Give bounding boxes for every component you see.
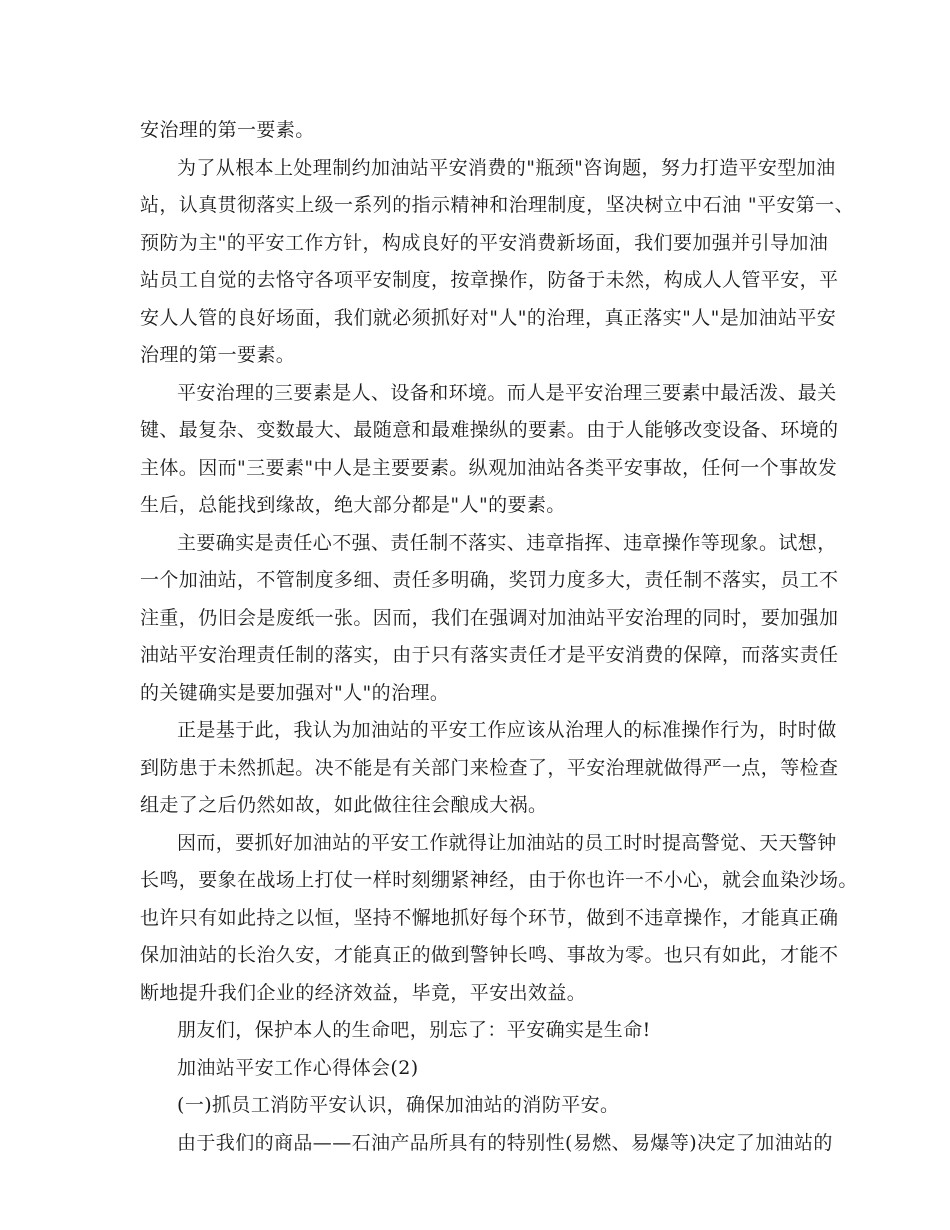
- text-line: 长鸣，要象在战场上打仗一样时刻绷紧神经，由于你也许一不小心，就会血染沙场。: [140, 869, 858, 891]
- text-line: 油站平安治理责任制的落实，由于只有落实责任才是平安消费的保障，而落实责任: [140, 644, 839, 666]
- paragraph-first-line: 正是基于此，我认为加油站的平安工作应该从治理人的标准操作行为，时时做: [177, 719, 837, 741]
- text-line: 生后，总能找到缘故，绝大部分都是"人"的要素。: [140, 494, 566, 516]
- text-line: 预防为主"的平安工作方针，构成良好的平安消费新场面，我们要加强并引导加油: [140, 231, 829, 254]
- text-line: 站，认真贯彻落实上级一系列的指示精神和治理制度，坚决树立中石油 "平安第一、: [140, 194, 854, 216]
- paragraph-first-line: (一)抓员工消防平安认识，确保加油站的消防平安。: [177, 1094, 620, 1116]
- text-line: 主体。因而"三要素"中人是主要要素。纵观加油站各类平安事故，任何一个事故发: [140, 456, 838, 479]
- text-line: 一个加油站，不管制度多细、责任多明确，奖罚力度多大，责任制不落实，员工不: [140, 569, 839, 591]
- text-line: 治理的第一要素。: [140, 344, 296, 366]
- text-line: 安治理的第一要素。: [140, 119, 315, 141]
- text-line: 也许只有如此持之以恒，坚持不懈地抓好每个环节，做到不违章操作，才能真正确: [140, 906, 839, 929]
- paragraph-first-line: 平安治理的三要素是人、设备和环境。而人是平安治理三要素中最活泼、最关: [177, 381, 837, 404]
- paragraph-first-line: 加油站平安工作心得体会(2): [177, 1056, 419, 1079]
- text-line: 组走了之后仍然如故，如此做往往会酿成大祸。: [140, 794, 548, 816]
- text-line: 的关键确实是要加强对"人"的治理。: [140, 681, 450, 704]
- text-line: 站员工自觉的去恪守各项平安制度，按章操作，防备于未然，构成人人管平安，平: [140, 269, 839, 291]
- text-line: 键、最复杂、变数最大、最随意和最难操纵的要素。由于人能够改变设备、环境的: [140, 419, 839, 441]
- paragraph-first-line: 主要确实是责任心不强、责任制不落实、违章指挥、违章操作等现象。试想，: [177, 531, 837, 554]
- text-line: 安人人管的良好场面，我们就必须抓好对"人"的治理，真正落实"人"是加油站平安: [140, 306, 837, 329]
- paragraph-first-line: 朋友们，保护本人的生命吧，别忘了：平安确实是生命!: [177, 1019, 651, 1041]
- paragraph-first-line: 因而，要抓好加油站的平安工作就得让加油站的员工时时提高警觉、天天警钟: [177, 831, 837, 854]
- text-line: 注重，仍旧会是废纸一张。因而，我们在强调对加油站平安治理的同时，要加强加: [140, 606, 839, 629]
- text-line: 保加油站的长治久安，才能真正的做到警钟长鸣、事故为零。也只有如此，才能不: [140, 944, 839, 966]
- text-line: 断地提升我们企业的经济效益，毕竟，平安出效益。: [140, 981, 587, 1004]
- text-line: 到防患于未然抓起。决不能是有关部门来检查了，平安治理就做得严一点，等检查: [140, 756, 839, 779]
- paragraph-first-line: 由于我们的商品——石油产品所具有的特别性(易燃、易爆等)决定了加油站的: [177, 1131, 833, 1154]
- document-body: [140, 112, 858, 1162]
- paragraph-first-line: 为了从根本上处理制约加油站平安消费的"瓶颈"咨询题，努力打造平安型加油: [177, 156, 836, 179]
